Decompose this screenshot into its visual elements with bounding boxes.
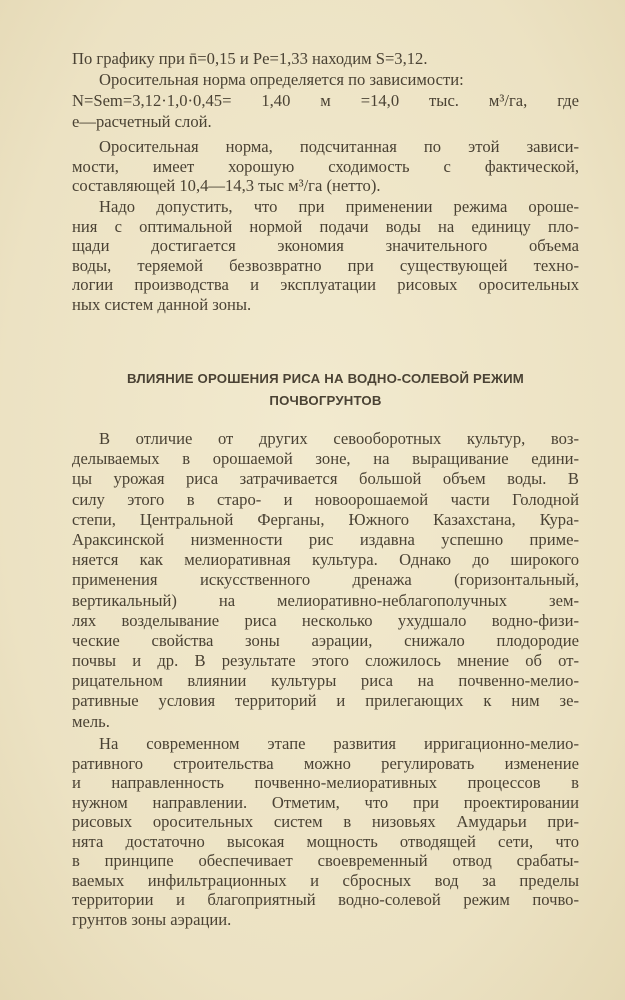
text-line: няется как мелиоративная культура. Однако до широкого: [72, 550, 579, 570]
text-line: грунтов зоны аэрации.: [72, 909, 232, 929]
text-line: и направленность почвенно-мелиоративных процессов в: [72, 773, 579, 792]
text-line: территории и благоприятный водно-солевой режим почво-: [72, 890, 579, 909]
text-line: мель.: [72, 711, 110, 731]
text-line: рицательном влиянии культуры риса на почвенно-мелио-: [72, 671, 579, 691]
text-line: логии производства и эксплуатации рисовых оросительных: [72, 275, 579, 294]
text-line: N=Sem=3,12·1,0·0,45= 1,40 м =14,0 тыс. м³/га, где: [72, 91, 579, 110]
text-line: почвы и др. В результате этого сложилось мнение об от-: [72, 651, 579, 671]
text-line: ваемых инфильтрационных и сбросных вод за пределы: [72, 870, 579, 890]
text-line: Араксинской низменности рис издавна успешно приме-: [72, 529, 579, 549]
paragraph-water-economy: [72, 197, 579, 314]
text-line: лях возделывание риса несколько ухудшало водно-физи-: [72, 610, 579, 630]
text-line: нужном направлении. Отметим, что при проектировании: [72, 792, 579, 812]
text-line: ческие свойства зоны аэрации, снижало плодородие: [72, 630, 579, 650]
text-line: вертикальный) на мелиоративно-неблагополучных зем-: [72, 590, 579, 610]
section-heading: [72, 368, 579, 412]
text-line: В отличие от других севооборотных культур, воз-: [99, 429, 579, 448]
text-line: ративного строительства можно регулировать изменение: [72, 753, 579, 773]
text-line: Оросительная норма определяется по зависимости:: [99, 70, 464, 89]
paragraph-graph-result: [72, 48, 579, 132]
text-line: применения искусственного дренажа (горизонтальный,: [72, 570, 579, 590]
text-line: По графику при n̄=0,15 и Pe=1,33 находим S=3,12.: [72, 49, 428, 68]
text-line: Надо допустить, что при применении режима ороше-: [99, 197, 579, 216]
text-line: воды, теряемой безвозвратно при существующей техно-: [72, 255, 579, 275]
section-heading-line-2: ПОЧВОГРУНТОВ: [269, 393, 382, 408]
text-line: мости, имеет хорошую сходимость с фактической,: [72, 156, 579, 176]
text-line: e—расчетный слой.: [72, 112, 212, 131]
paragraph-modern-stage: [72, 734, 579, 929]
text-line: ных систем данной зоны.: [72, 294, 252, 314]
paragraph-irrigation-norm: [72, 137, 579, 196]
text-line: ративные условия территорий и прилегающих к ним зе-: [72, 691, 579, 711]
text-line: цы урожая риса затрачивается большой объем воды. В: [72, 469, 579, 489]
text-line: Оросительная норма, подсчитанная по этой зависи-: [99, 137, 579, 156]
text-line: щади достигается экономия значительного объема: [72, 236, 579, 255]
text-line: На современном этапе развития ирригационно-мелио-: [99, 734, 579, 753]
text-line: силу этого в старо- и новоорошаемой части Голодной: [72, 489, 579, 509]
text-line: составляющей 10,4—14,3 тыс м³/га (нетто).: [72, 176, 381, 195]
section-heading-line-1: ВЛИЯНИЕ ОРОШЕНИЯ РИСА НА ВОДНО-СОЛЕВОЙ РЕЖИМ: [127, 371, 524, 386]
text-line: степи, Центральной Ферганы, Южного Казахстана, Кура-: [72, 509, 579, 529]
text-line: ния с оптимальной нормой подачи воды на единицу пло-: [72, 216, 579, 236]
text-line: нята достаточно высокая мощность отводящей сети, что: [72, 831, 579, 851]
text-line: рисовых оросительных систем в низовьях Амударьи при-: [72, 812, 579, 831]
paragraph-rice-cultivation: [72, 429, 579, 732]
text-line: делываемых в орошаемой зоне, на выращивание едини-: [72, 449, 579, 469]
text-line: в принципе обеспечивает своевременный отвод срабаты-: [72, 851, 579, 870]
